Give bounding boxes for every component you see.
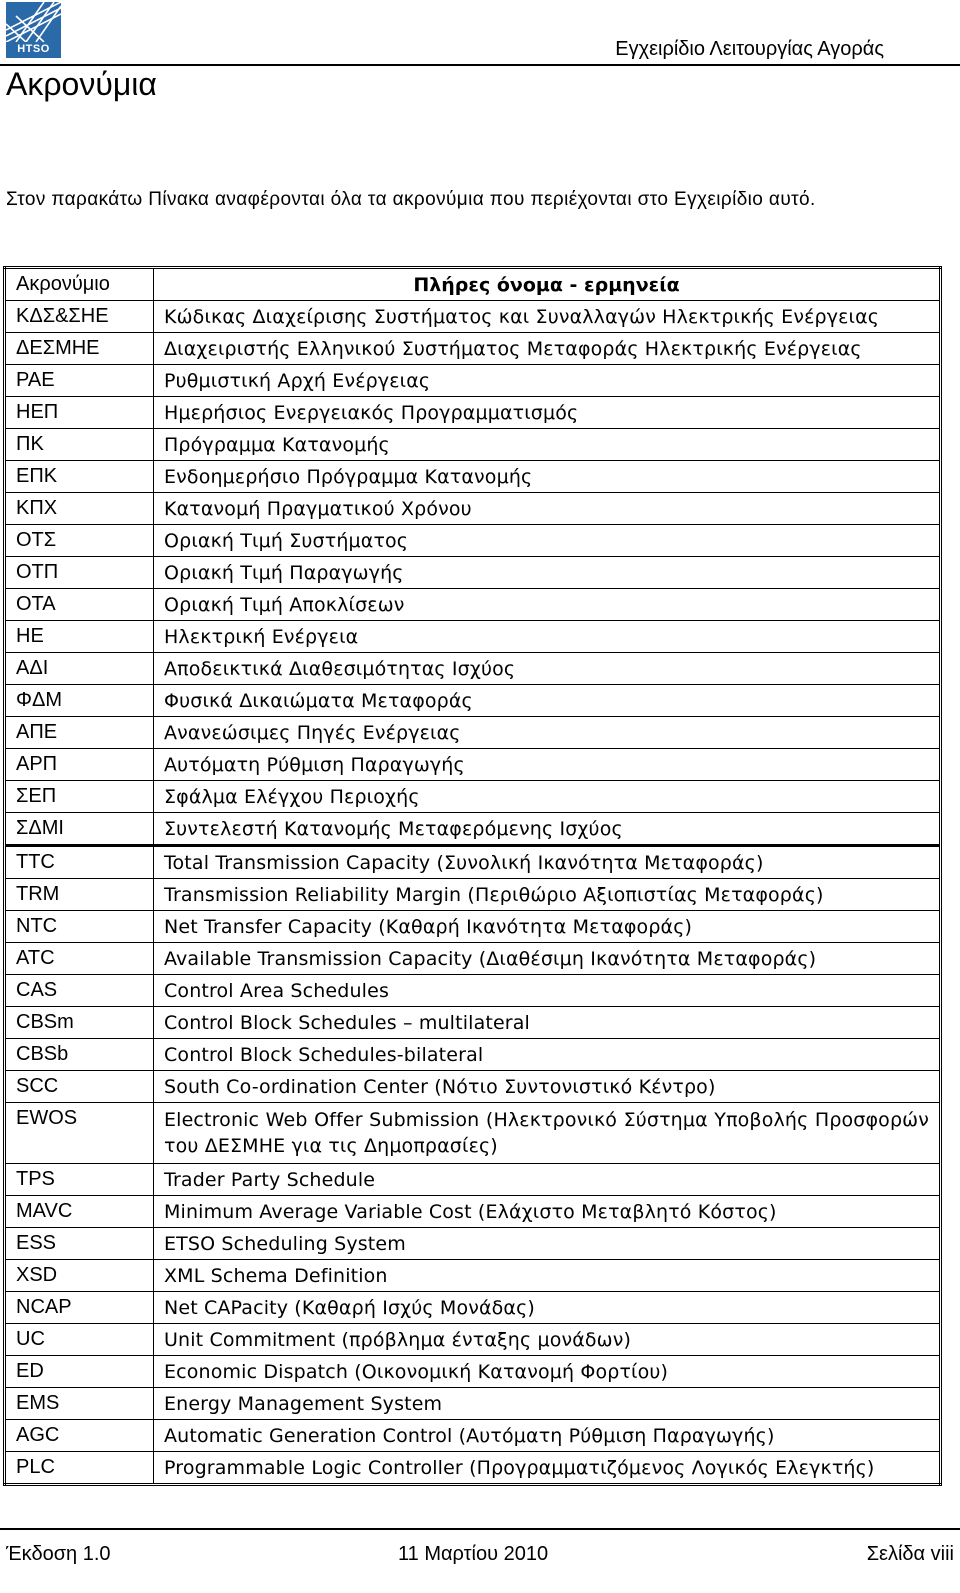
acronym-cell: SCC <box>5 1071 154 1103</box>
acronym-cell: CAS <box>5 975 154 1007</box>
full-name-cell: Trader Party Schedule <box>154 1164 941 1196</box>
table-row <box>5 975 941 1007</box>
table-row <box>5 1228 941 1260</box>
full-name-cell: Αυτόματη Ρύθμιση Παραγωγής <box>154 749 941 781</box>
full-name-cell: Net CAPacity (Καθαρή Ισχύς Μονάδας) <box>154 1292 941 1324</box>
full-name-cell: Ηλεκτρική Ενέργεια <box>154 621 941 653</box>
acronym-cell: EWOS <box>5 1103 154 1164</box>
full-name-cell: Συντελεστή Κατανομής Μεταφερόμενης Ισχύος <box>154 813 941 846</box>
acronym-cell: ΟΤΑ <box>5 589 154 621</box>
acronym-cell: XSD <box>5 1260 154 1292</box>
table-row <box>5 429 941 461</box>
acronym-cell: CBSm <box>5 1007 154 1039</box>
full-name-cell: Αποδεικτικά Διαθεσιμότητας Ισχύος <box>154 653 941 685</box>
table-row <box>5 749 941 781</box>
table-row <box>5 557 941 589</box>
acronym-cell: ΑΠΕ <box>5 717 154 749</box>
footer-divider <box>0 1528 960 1530</box>
table-row <box>5 717 941 749</box>
acronym-cell: ATC <box>5 943 154 975</box>
full-name-cell: Net Transfer Capacity (Καθαρή Ικανότητα Μεταφοράς) <box>154 911 941 943</box>
full-name-cell: South Co-ordination Center (Νότιο Συντονιστικό Κέντρο) <box>154 1071 941 1103</box>
full-name-cell: Available Transmission Capacity (Διαθέσιμη Ικανότητα Μεταφοράς) <box>154 943 941 975</box>
full-name-cell: ETSO Scheduling System <box>154 1228 941 1260</box>
acronym-cell: MAVC <box>5 1196 154 1228</box>
full-name-cell: Οριακή Τιμή Αποκλίσεων <box>154 589 941 621</box>
full-name-cell: Οριακή Τιμή Συστήματος <box>154 525 941 557</box>
full-name-cell: Οριακή Τιμή Παραγωγής <box>154 557 941 589</box>
table-row <box>5 1039 941 1071</box>
table-row <box>5 1007 941 1039</box>
full-name-cell: Control Block Schedules – multilateral <box>154 1007 941 1039</box>
full-name-cell: Κατανομή Πραγματικού Χρόνου <box>154 493 941 525</box>
full-name-cell: Economic Dispatch (Οικονομική Κατανομή Φορτίου) <box>154 1356 941 1388</box>
acronym-cell: EMS <box>5 1388 154 1420</box>
acronym-cell: NCAP <box>5 1292 154 1324</box>
table-row <box>5 621 941 653</box>
table-row <box>5 333 941 365</box>
acronym-cell: TRM <box>5 879 154 911</box>
acronym-cell: ESS <box>5 1228 154 1260</box>
acronym-cell: TPS <box>5 1164 154 1196</box>
table-row <box>5 1420 941 1452</box>
table-row <box>5 461 941 493</box>
full-name-cell: Ρυθμιστική Αρχή Ενέργειας <box>154 365 941 397</box>
acronym-cell: ΑΡΠ <box>5 749 154 781</box>
acronym-cell: PLC <box>5 1452 154 1485</box>
table-row <box>5 1071 941 1103</box>
full-name-cell: Πρόγραμμα Κατανομής <box>154 429 941 461</box>
footer-page-number: Σελίδα viii <box>866 1543 954 1565</box>
table-row <box>5 846 941 879</box>
acronym-cell: ΣΕΠ <box>5 781 154 813</box>
acronym-cell: ΕΠΚ <box>5 461 154 493</box>
full-name-cell: XML Schema Definition <box>154 1260 941 1292</box>
full-name-cell: Ανανεώσιμες Πηγές Ενέργειας <box>154 717 941 749</box>
acronym-cell: ED <box>5 1356 154 1388</box>
acronym-cell: ΡΑΕ <box>5 365 154 397</box>
table-header-row <box>5 268 941 301</box>
acronym-cell: ΗΕ <box>5 621 154 653</box>
full-name-cell: Control Area Schedules <box>154 975 941 1007</box>
table-row <box>5 1164 941 1196</box>
document-title: Εγχειρίδιο Λειτουργίας Αγοράς <box>615 38 884 60</box>
acronym-cell: ΟΤΠ <box>5 557 154 589</box>
table-row <box>5 1103 941 1164</box>
logo-text: HTSO <box>17 43 50 55</box>
table-row <box>5 589 941 621</box>
table-row <box>5 301 941 333</box>
table-row <box>5 1452 941 1485</box>
acronym-cell: AGC <box>5 1420 154 1452</box>
table-row <box>5 1260 941 1292</box>
acronym-cell: NTC <box>5 911 154 943</box>
acronym-cell: ΟΤΣ <box>5 525 154 557</box>
table-row <box>5 1292 941 1324</box>
full-name-cell: Φυσικά Δικαιώματα Μεταφοράς <box>154 685 941 717</box>
table-row <box>5 1356 941 1388</box>
acronym-cell: UC <box>5 1324 154 1356</box>
table-row <box>5 397 941 429</box>
acronym-cell: ΑΔΙ <box>5 653 154 685</box>
column-header-acronym: Ακρονύμιο <box>5 268 154 301</box>
table-row <box>5 1196 941 1228</box>
acronym-cell: ΦΔΜ <box>5 685 154 717</box>
acronym-cell: ΠΚ <box>5 429 154 461</box>
full-name-cell: Programmable Logic Controller (Προγραμματιζόμενος Λογικός Ελεγκτής) <box>154 1452 941 1485</box>
table-row <box>5 879 941 911</box>
htso-logo <box>6 2 61 58</box>
table-row <box>5 685 941 717</box>
acronym-cell: ΚΠΧ <box>5 493 154 525</box>
acronyms-table <box>3 266 942 1486</box>
acronym-cell: ΗΕΠ <box>5 397 154 429</box>
full-name-cell: Ενδοημερήσιο Πρόγραμμα Κατανομής <box>154 461 941 493</box>
full-name-cell: Σφάλμα Ελέγχου Περιοχής <box>154 781 941 813</box>
table-row <box>5 911 941 943</box>
full-name-cell: Control Block Schedules-bilateral <box>154 1039 941 1071</box>
full-name-cell: Διαχειριστής Ελληνικού Συστήματος Μεταφοράς Ηλεκτρικής Ενέργειας <box>154 333 941 365</box>
column-header-full-name: Πλήρες όνομα - ερμηνεία <box>154 268 941 301</box>
power-lines-icon <box>6 2 61 42</box>
full-name-cell: Transmission Reliability Margin (Περιθώριο Αξιοπιστίας Μεταφοράς) <box>154 879 941 911</box>
table-body <box>5 301 941 1485</box>
full-name-cell: Κώδικας Διαχείρισης Συστήματος και Συναλλαγών Ηλεκτρικής Ενέργειας <box>154 301 941 333</box>
acronym-cell: ΔΕΣΜΗΕ <box>5 333 154 365</box>
page-title: Ακρονύμια <box>6 66 157 102</box>
table-row <box>5 493 941 525</box>
full-name-cell: Total Transmission Capacity (Συνολική Ικανότητα Μεταφοράς) <box>154 846 941 879</box>
full-name-cell: Minimum Average Variable Cost (Ελάχιστο Μεταβλητό Κόστος) <box>154 1196 941 1228</box>
full-name-cell: Ημερήσιος Ενεργειακός Προγραμματισμός <box>154 397 941 429</box>
table-row <box>5 525 941 557</box>
full-name-cell: Electronic Web Offer Submission (Ηλεκτρονικό Σύστημα Υποβολής Προσφορών του ΔΕΣΜΗΕ για τις Δημοπρασίες) <box>154 1103 941 1164</box>
table-row <box>5 365 941 397</box>
acronym-cell: ΣΔΜΙ <box>5 813 154 846</box>
full-name-cell: Energy Management System <box>154 1388 941 1420</box>
table-row <box>5 653 941 685</box>
table-row <box>5 813 941 846</box>
acronym-cell: ΚΔΣ&ΣΗΕ <box>5 301 154 333</box>
intro-paragraph: Στον παρακάτω Πίνακα αναφέρονται όλα τα ακρονύμια που περιέχονται στο Εγχειρίδιο αυτό. <box>6 189 816 210</box>
acronym-cell: CBSb <box>5 1039 154 1071</box>
table-row <box>5 1324 941 1356</box>
footer-date: 11 Μαρτίου 2010 <box>398 1543 549 1565</box>
table-row <box>5 781 941 813</box>
table-row <box>5 1388 941 1420</box>
acronym-cell: TTC <box>5 846 154 879</box>
footer-edition: Έκδοση 1.0 <box>6 1543 111 1565</box>
full-name-cell: Automatic Generation Control (Αυτόματη Ρύθμιση Παραγωγής) <box>154 1420 941 1452</box>
full-name-cell: Unit Commitment (πρόβλημα ένταξης μονάδων) <box>154 1324 941 1356</box>
table-row <box>5 943 941 975</box>
